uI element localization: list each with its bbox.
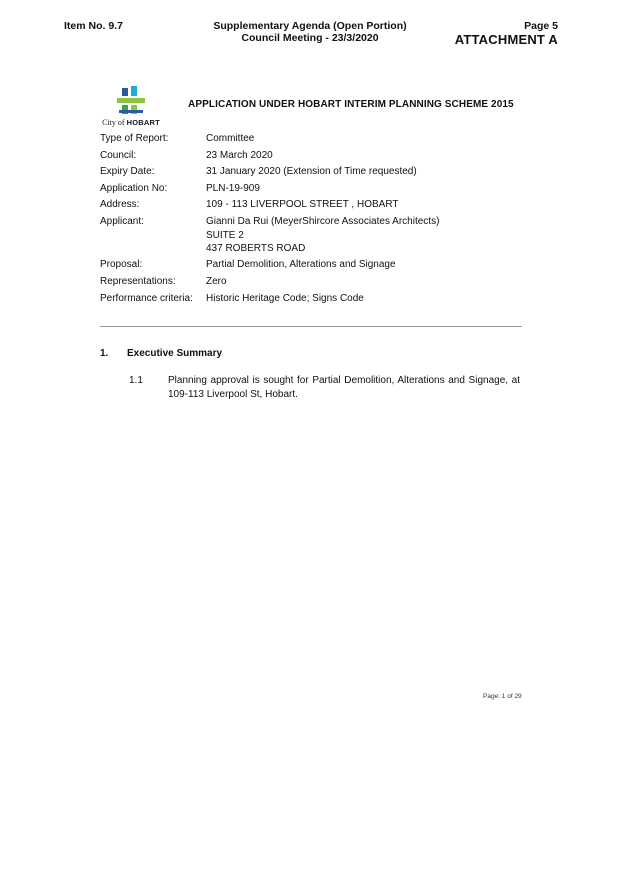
detail-label: Applicant: bbox=[100, 216, 144, 227]
logo-city-text: City of bbox=[102, 118, 125, 127]
applicant-line-3: 437 ROBERTS ROAD bbox=[206, 243, 306, 254]
document-title: APPLICATION UNDER HOBART INTERIM PLANNING SCHEME 2015 bbox=[188, 99, 514, 110]
logo-name-text: HOBART bbox=[126, 118, 160, 127]
detail-value: Committee bbox=[206, 133, 255, 144]
detail-label: Council: bbox=[100, 150, 137, 161]
agenda-header bbox=[195, 20, 425, 44]
paragraph-text: Planning approval is sought for Partial Demolition, Alterations and Signage, at 109-113 Liverpool St, Hobart. bbox=[168, 375, 520, 400]
detail-value: PLN-19-909 bbox=[206, 183, 260, 194]
detail-label: Expiry Date: bbox=[100, 166, 155, 177]
logo-text bbox=[100, 118, 162, 127]
section-title: Executive Summary bbox=[127, 348, 223, 359]
detail-label: Application No: bbox=[100, 183, 168, 194]
applicant-line-1: Gianni Da Rui (MeyerShircore Associates Architects) bbox=[206, 216, 440, 227]
page-header bbox=[455, 20, 558, 47]
section-divider bbox=[100, 326, 522, 327]
item-number: Item No. 9.7 bbox=[64, 20, 123, 32]
detail-label: Type of Report: bbox=[100, 133, 169, 144]
detail-label: Proposal: bbox=[100, 259, 143, 270]
applicant-line-2: SUITE 2 bbox=[206, 229, 244, 241]
page-footer: Page: 1 of 29 bbox=[483, 693, 522, 700]
detail-value: 31 January 2020 (Extension of Time requested) bbox=[206, 166, 417, 177]
meeting-line: Council Meeting - 23/3/2020 bbox=[241, 32, 379, 44]
detail-label: Representations: bbox=[100, 276, 176, 287]
attachment-label: ATTACHMENT A bbox=[454, 32, 558, 47]
agenda-title: Supplementary Agenda (Open Portion) bbox=[213, 20, 407, 32]
detail-label: Address: bbox=[100, 199, 140, 210]
city-of-hobart-logo bbox=[100, 86, 162, 130]
detail-value: Partial Demolition, Alterations and Signage bbox=[206, 259, 396, 270]
detail-label: Performance criteria: bbox=[100, 293, 193, 304]
detail-value bbox=[206, 215, 526, 256]
paragraph-number: 1.1 bbox=[129, 375, 143, 386]
detail-value: 23 March 2020 bbox=[206, 150, 273, 161]
logo-mark-icon bbox=[100, 86, 162, 118]
detail-value: Historic Heritage Code; Signs Code bbox=[206, 293, 364, 304]
page-number: Page 5 bbox=[524, 20, 558, 32]
section-number: 1. bbox=[100, 348, 109, 359]
detail-value: 109 - 113 LIVERPOOL STREET , HOBART bbox=[206, 199, 399, 210]
detail-value: Zero bbox=[206, 276, 227, 287]
